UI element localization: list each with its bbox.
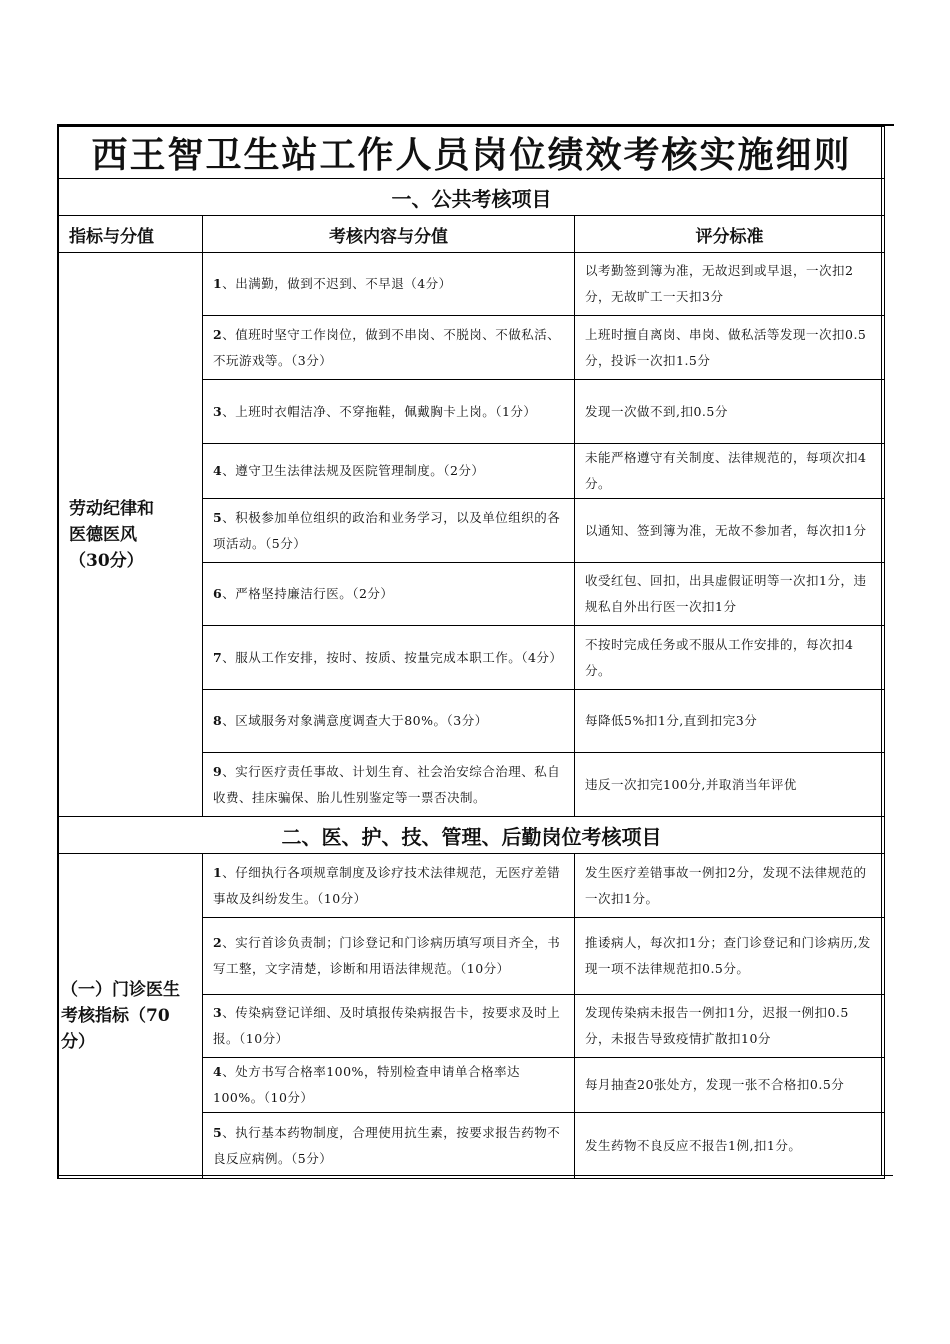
item-content: 、值班时坚守工作岗位，做到不串岗、不脱岗、不做私活、不玩游戏等。（3分）: [213, 326, 561, 368]
item-number: 4: [213, 463, 223, 478]
assessment-sheet: [57, 124, 894, 1179]
item-number: 1: [213, 276, 223, 291]
page-title: 西王智卫生站工作人员岗位绩效考核实施细则: [59, 127, 885, 179]
item-number: 1: [213, 864, 223, 880]
item-number: 9: [213, 763, 223, 779]
category-cell-discipline: [59, 253, 203, 817]
content-cell: [203, 253, 575, 316]
section-row-1: [59, 179, 885, 216]
item-content: 、实行医疗责任事故、计划生育、社会治安综合治理、私自收费、挂床骗保、胎儿性别鉴定等一票否决制。: [213, 763, 561, 805]
item-number: 7: [213, 649, 223, 665]
item-content: 、传染病登记详细、及时填报传染病报告卡，按要求及时上报。（10分）: [213, 1005, 561, 1046]
category-label: （30分）: [69, 550, 144, 571]
category-label: （一）门诊医生: [61, 980, 180, 1000]
content-cell: [203, 499, 575, 563]
content-cell: [203, 995, 575, 1058]
table-row: [59, 253, 885, 316]
content-cell: [203, 1058, 575, 1113]
section-title-positions: 二、医、护、技、管理、后勤岗位考核项目: [59, 817, 885, 854]
item-number: 2: [213, 935, 223, 950]
standard-cell: 每月抽查20张处方，发现一张不合格扣0.5分: [575, 1058, 885, 1113]
outer-bottom-border: [57, 1175, 893, 1176]
item-content: 、仔细执行各项规章制度及诊疗技术法律规范，无医疗差错事故及纠纷发生。（10分）: [213, 864, 561, 906]
item-content: 、遵守卫生法律法规及医院管理制度。（2分）: [222, 463, 485, 478]
item-content: 、处方书写合格率100%，特别检查申请单合格率达100%。（10分）: [213, 1064, 520, 1105]
standard-cell: 收受红包、回扣，出具虚假证明等一次扣1分，违规私自外出行医一次扣1分: [575, 563, 885, 626]
header-indicator: 指标与分值: [59, 216, 203, 253]
item-content: 、积极参加单位组织的政治和业务学习，以及单位组织的各项活动。（5分）: [213, 509, 561, 551]
category-label: 考核指标（70: [61, 1006, 170, 1026]
standard-cell: 以通知、签到簿为准，无故不参加者，每次扣1分: [575, 499, 885, 563]
standard-cell: 违反一次扣完100分,并取消当年评优: [575, 753, 885, 817]
category-label: 医德医风: [69, 524, 137, 545]
item-content: 、上班时衣帽洁净、不穿拖鞋，佩戴胸卡上岗。（1分）: [222, 403, 537, 419]
item-number: 3: [213, 1005, 223, 1020]
outer-right-border: [881, 124, 882, 1176]
item-content: 、执行基本药物制度，合理使用抗生素，按要求报告药物不良反应病例。（5分）: [213, 1124, 561, 1166]
category-label: 分）: [61, 1032, 95, 1052]
standard-cell: 发现传染病未报告一例扣1分，迟报一例扣0.5分，未报告导致疫情扩散扣10分: [575, 995, 885, 1058]
item-number: 3: [213, 403, 223, 419]
standard-cell: 不按时完成任务或不服从工作安排的，每次扣4分。: [575, 626, 885, 690]
header-row: [59, 216, 885, 253]
content-cell: [203, 854, 575, 918]
section-row-2: [59, 817, 885, 854]
standard-cell: 发生药物不良反应不报告1例,扣1分。: [575, 1113, 885, 1179]
item-content: 、区域服务对象满意度调查大于80%。（3分）: [222, 713, 488, 728]
item-number: 5: [213, 509, 223, 525]
item-number: 5: [213, 1124, 223, 1140]
section-title-public: 一、公共考核项目: [59, 179, 885, 216]
table-row: [59, 854, 885, 918]
content-cell: [203, 690, 575, 753]
content-cell: [203, 563, 575, 626]
standard-cell: 发生医疗差错事故一例扣2分，发现不法律规范的一次扣1分。: [575, 854, 885, 918]
standard-cell: 推诿病人，每次扣1分；查门诊登记和门诊病历,发现一项不法律规范扣0.5分。: [575, 918, 885, 995]
item-content: 、出满勤，做到不迟到、不早退（4分）: [222, 276, 452, 291]
standard-cell: 未能严格遵守有关制度、法律规范的，每项次扣4分。: [575, 444, 885, 499]
standard-cell: 上班时擅自离岗、串岗、做私活等发现一次扣0.5分，投诉一次扣1.5分: [575, 316, 885, 380]
item-number: 8: [213, 713, 223, 728]
header-content: 考核内容与分值: [203, 216, 575, 253]
standard-cell: 以考勤签到簿为准，无故迟到或早退，一次扣2分，无故旷工一天扣3分: [575, 253, 885, 316]
item-content: 、实行首诊负责制；门诊登记和门诊病历填写项目齐全，书写工整，文字清楚，诊断和用语法律规范。（10分）: [213, 935, 561, 976]
item-content: 、严格坚持廉洁行医。（2分）: [222, 586, 394, 601]
assessment-table: [58, 126, 885, 1179]
content-cell: [203, 316, 575, 380]
title-row: [59, 127, 885, 179]
content-cell: [203, 918, 575, 995]
content-cell: [203, 626, 575, 690]
content-cell: [203, 380, 575, 444]
item-number: 2: [213, 326, 223, 342]
standard-cell: 每降低5%扣1分,直到扣完3分: [575, 690, 885, 753]
item-number: 6: [213, 586, 223, 601]
content-cell: [203, 1113, 575, 1179]
category-cell-outpatient: [59, 854, 203, 1179]
content-cell: [203, 444, 575, 499]
header-standard: 评分标准: [575, 216, 885, 253]
content-cell: [203, 753, 575, 817]
item-content: 、服从工作安排，按时、按质、按量完成本职工作。（4分）: [222, 649, 563, 665]
item-number: 4: [213, 1064, 223, 1079]
category-label: 劳动纪律和: [69, 498, 154, 519]
standard-cell: 发现一次做不到,扣0.5分: [575, 380, 885, 444]
